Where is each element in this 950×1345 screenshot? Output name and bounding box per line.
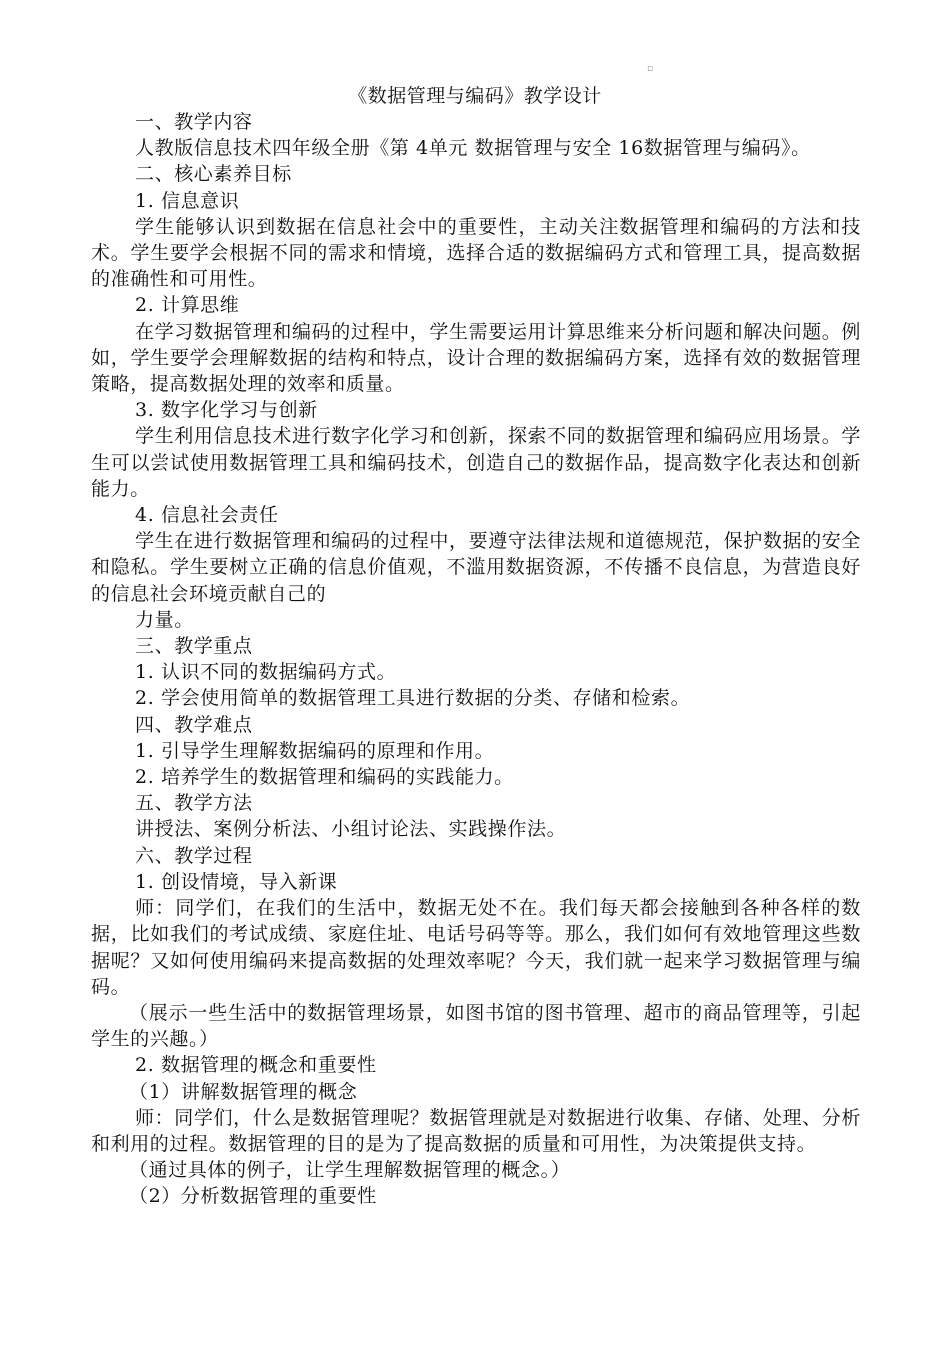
subheading-info-awareness: 1. 信息意识 <box>135 189 240 212</box>
paragraph-digital-learning: 学生利用信息技术进行数字化学习和创新，探索不同的数据管理和编码应用场景。学生可以尝试使用数据管理工具和编码技术，创造自己的数据作品，提高数字化表达和创新能力。 <box>91 425 861 500</box>
subheading-digital-learning: 3. 数字化学习与创新 <box>135 399 318 422</box>
list-item-difficulty-1: 1. 引导学生理解数据编码的原理和作用。 <box>135 739 495 762</box>
list-item-difficulty-2: 2. 培养学生的数据管理和编码的实践能力。 <box>135 766 514 789</box>
section-heading-goals: 二、核心素养目标 <box>135 163 292 186</box>
paragraph-textbook: 人教版信息技术四年级全册《第 4单元 数据管理与安全 16数据管理与编码》。 <box>135 137 811 160</box>
list-item-key-point-1: 1. 认识不同的数据编码方式。 <box>135 661 397 684</box>
subheading-concept-explain: （1）讲解数据管理的概念 <box>129 1080 358 1103</box>
subheading-concept-importance: 2. 数据管理的概念和重要性 <box>135 1054 377 1077</box>
subheading-introduction: 1. 创设情境，导入新课 <box>135 870 338 893</box>
paragraph-continuation: 力量。 <box>135 608 194 631</box>
section-heading-methods: 五、教学方法 <box>135 792 253 815</box>
document-title: 《数据管理与编码》教学设计 <box>348 85 602 107</box>
paragraph-example-note: （通过具体的例子，让学生理解数据管理的概念。） <box>129 1159 571 1182</box>
document-body <box>91 109 861 1210</box>
section-heading-content: 一、教学内容 <box>135 111 253 133</box>
subheading-computational-thinking: 2. 计算思维 <box>135 294 240 317</box>
paragraph-info-awareness: 学生能够认识到数据在信息社会中的重要性，主动关注数据管理和编码的方法和技术。学生要学会根据不同的需求和情境，选择合适的数据编码方式和管理工具，提高数据的准确性和可用性。 <box>91 215 861 291</box>
section-heading-process: 六、教学过程 <box>135 844 253 867</box>
subheading-importance-analysis: （2）分析数据管理的重要性 <box>129 1185 377 1208</box>
paragraph-teacher-concept: 师：同学们，什么是数据管理呢？数据管理就是对数据进行收集、存储、处理、分析和利用的过程。数据管理的目的是为了提高数据的质量和可用性，为决策提供支持。 <box>91 1106 861 1155</box>
page-mark: ▫ <box>647 64 654 74</box>
list-item-key-point-2: 2. 学会使用简单的数据管理工具进行数据的分类、存储和检索。 <box>135 687 691 710</box>
paragraph-methods: 讲授法、案例分析法、小组讨论法、实践操作法。 <box>135 818 567 841</box>
paragraph-social-responsibility: 学生在进行数据管理和编码的过程中，要遵守法律法规和道德规范，保护数据的安全和隐私。学生要树立正确的信息价值观，不滥用数据资源，不传播不良信息，为营造良好的信息社会环境贡献自己的 <box>91 530 861 605</box>
paragraph-computational-thinking: 在学习数据管理和编码的过程中，学生需要运用计算思维来分析问题和解决问题。例如，学生要学会理解数据的结构和特点，设计合理的数据编码方案，选择有效的数据管理策略，提高数据处理的效率和质量。 <box>91 320 861 396</box>
paragraph-scene-note: （展示一些生活中的数据管理场景，如图书馆的图书管理、超市的商品管理等，引起学生的兴趣。） <box>91 1001 861 1051</box>
paragraph-teacher-intro: 师：同学们，在我们的生活中，数据无处不在。我们每天都会接触到各种各样的数据，比如我们的考试成绩、家庭住址、电话号码等等。那么，我们如何有效地管理这些数据呢？又如何使用编码来提高数据的处理效率呢？今天，我们就一起来学习数据管理与编码。 <box>91 897 861 998</box>
section-heading-key-points: 三、教学重点 <box>135 635 253 658</box>
subheading-social-responsibility: 4. 信息社会责任 <box>135 504 279 527</box>
section-heading-difficulties: 四、教学难点 <box>135 713 253 736</box>
